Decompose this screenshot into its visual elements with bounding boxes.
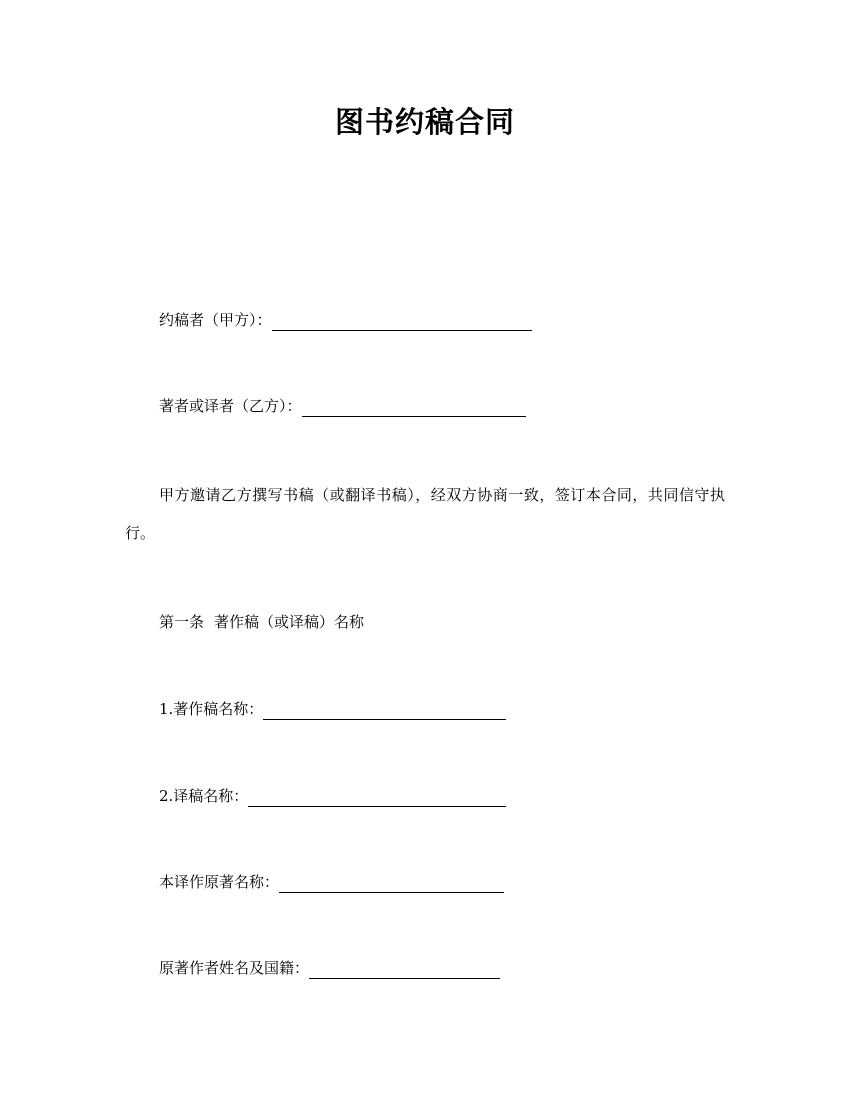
party-a-line <box>159 309 532 331</box>
article-1-number: 第一条 <box>159 613 205 631</box>
party-a-blank <box>272 312 532 331</box>
item-2-line <box>159 785 506 807</box>
article-1-heading <box>159 611 364 633</box>
item-2-label: 2.译稿名称： <box>159 787 249 805</box>
item-1-line <box>159 698 506 720</box>
original-author-blank <box>309 960 500 979</box>
article-1-title: 著作稿（或译稿）名称 <box>214 613 365 631</box>
original-title-label: 本译作原著名称： <box>159 873 280 891</box>
party-a-label: 约稿者（甲方）： <box>159 311 272 329</box>
party-b-label: 著者或译者（乙方）： <box>159 397 302 415</box>
original-title-line <box>159 871 504 893</box>
item-2-blank <box>248 788 506 807</box>
document-title: 图书约稿合同 <box>334 105 515 139</box>
item-1-label: 1.著作稿名称： <box>159 700 264 718</box>
original-title-blank <box>279 874 504 893</box>
party-b-line <box>159 395 526 417</box>
party-b-blank <box>302 398 526 417</box>
original-author-line <box>159 957 500 979</box>
original-author-label: 原著作者姓名及国籍： <box>159 959 310 977</box>
item-1-blank <box>263 701 506 720</box>
intro-paragraph: 甲方邀请乙方撰写书稿（或翻译书稿），经双方协商一致，签订本合同，共同信守执行。 <box>125 486 725 542</box>
